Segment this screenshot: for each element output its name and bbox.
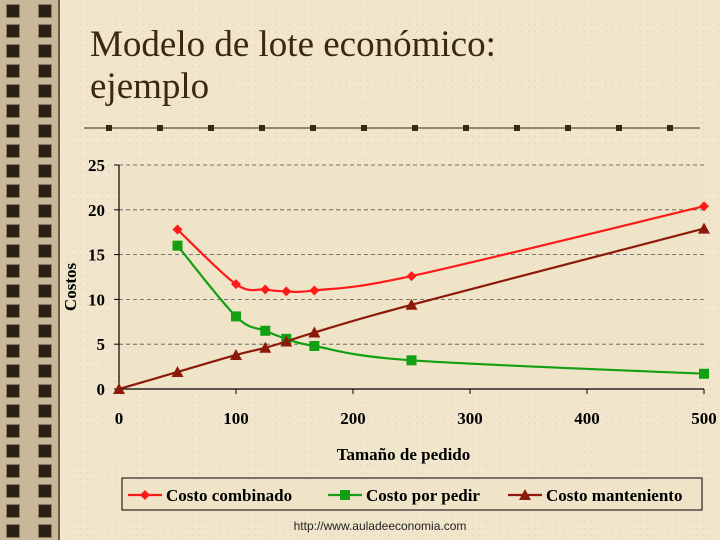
film-hole	[38, 84, 52, 98]
film-hole	[6, 104, 20, 118]
y-tick-label: 0	[96, 380, 105, 399]
film-hole	[6, 264, 20, 278]
line-chart	[52, 150, 720, 512]
y-tick-label: 20	[88, 200, 105, 220]
x-axis-title: Tamaño de pedido	[336, 445, 471, 464]
film-strip	[0, 0, 60, 540]
film-hole	[6, 24, 20, 38]
film-hole	[6, 404, 20, 418]
film-hole	[38, 224, 52, 238]
film-hole	[6, 504, 20, 518]
y-tick-label: 25	[88, 156, 105, 175]
film-hole	[6, 424, 20, 438]
divider-dot	[565, 125, 571, 131]
data-point-costo-por-pedir	[309, 341, 319, 351]
film-hole	[38, 344, 52, 358]
film-hole	[38, 364, 52, 378]
y-tick-label: 10	[88, 290, 105, 310]
footer-url	[0, 519, 720, 533]
divider-dot	[208, 125, 214, 131]
film-hole	[38, 164, 52, 178]
film-hole	[38, 184, 52, 198]
x-tick-label: 300	[457, 409, 483, 428]
divider-dot	[667, 125, 673, 131]
film-hole	[38, 404, 52, 418]
legend-label-costo-manteniento: Costo manteniento	[546, 486, 683, 505]
film-hole	[6, 204, 20, 218]
film-hole	[6, 84, 20, 98]
footer-text[interactable]: http://www.auladeeconomia.com	[293, 519, 467, 533]
film-hole	[38, 424, 52, 438]
legend-label-costo-por-pedir: Costo por pedir	[366, 486, 480, 505]
data-point-costo-por-pedir	[699, 369, 709, 379]
film-hole	[6, 384, 20, 398]
film-hole	[38, 44, 52, 58]
divider-dot	[259, 125, 265, 131]
film-hole	[6, 184, 20, 198]
film-hole	[38, 144, 52, 158]
film-hole	[6, 144, 20, 158]
film-hole	[6, 224, 20, 238]
film-hole	[38, 464, 52, 478]
title-divider	[84, 124, 700, 132]
film-hole	[6, 124, 20, 138]
divider-dot	[463, 125, 469, 131]
film-hole	[6, 484, 20, 498]
film-hole	[38, 304, 52, 318]
film-hole	[38, 124, 52, 138]
divider-dot	[514, 125, 520, 131]
film-hole	[38, 284, 52, 298]
film-hole	[38, 4, 52, 18]
divider-dot	[412, 125, 418, 131]
film-hole	[6, 284, 20, 298]
film-hole	[38, 204, 52, 218]
x-tick-label: 400	[574, 409, 600, 428]
x-tick-label: 500	[691, 409, 717, 428]
y-axis-title: Costos	[61, 262, 80, 312]
y-tick-label: 15	[88, 245, 105, 265]
film-hole	[6, 244, 20, 258]
film-hole	[6, 64, 20, 78]
film-hole	[6, 444, 20, 458]
divider-dot	[361, 125, 367, 131]
film-hole	[6, 44, 20, 58]
film-hole	[38, 444, 52, 458]
film-hole	[6, 4, 20, 18]
x-tick-label: 100	[223, 409, 249, 428]
film-hole	[38, 484, 52, 498]
divider-dot	[106, 125, 112, 131]
x-tick-label: 200	[340, 409, 366, 428]
divider-dot	[616, 125, 622, 131]
film-hole	[6, 164, 20, 178]
data-point-costo-por-pedir	[407, 355, 417, 365]
slide-title: Modelo de lote económico: ejemplo	[90, 24, 496, 107]
film-hole	[38, 384, 52, 398]
film-hole	[6, 344, 20, 358]
film-hole	[38, 264, 52, 278]
data-point-costo-por-pedir	[260, 326, 270, 336]
x-tick-label: 0	[114, 409, 124, 428]
legend-label-costo-combinado: Costo combinado	[166, 486, 293, 505]
y-tick-label: 5	[96, 335, 105, 355]
film-hole	[6, 464, 20, 478]
film-hole	[38, 504, 52, 518]
film-hole	[38, 244, 52, 258]
data-point-costo-por-pedir	[231, 311, 241, 321]
film-hole	[38, 104, 52, 118]
film-hole	[6, 304, 20, 318]
film-hole	[6, 324, 20, 338]
film-hole	[38, 324, 52, 338]
film-hole	[38, 24, 52, 38]
divider-dot	[310, 125, 316, 131]
film-hole	[6, 364, 20, 378]
data-point-costo-por-pedir	[173, 241, 183, 251]
film-hole	[38, 64, 52, 78]
divider-dot	[157, 125, 163, 131]
legend-marker-costo-por-pedir	[340, 490, 350, 500]
